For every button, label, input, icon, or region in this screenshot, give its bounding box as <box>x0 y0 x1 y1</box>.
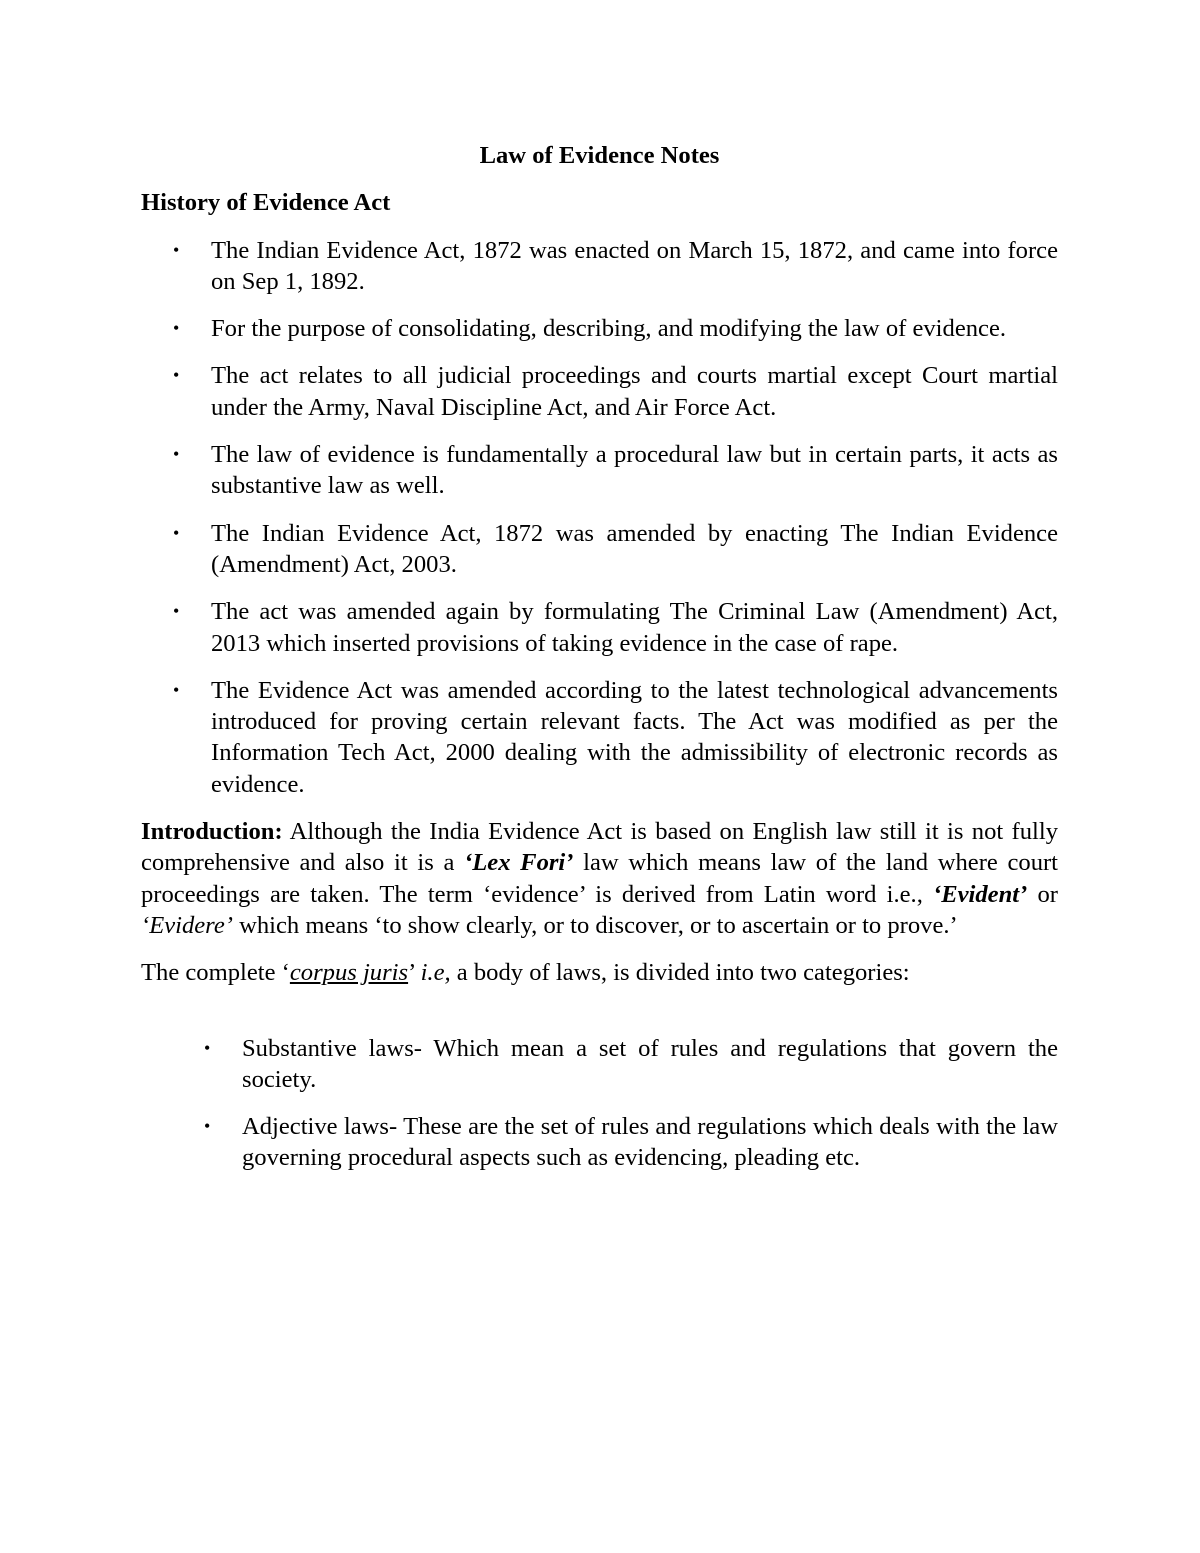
list-item <box>173 518 1058 581</box>
introduction-text: or <box>1027 880 1058 908</box>
history-bullet-list <box>141 235 1058 800</box>
ie-term: i.e, <box>420 959 451 987</box>
bullet-icon: • <box>204 1037 211 1058</box>
bullet-icon: • <box>173 601 180 622</box>
introduction-text: law which means law of the land where court proceedings are taken. The term ‘evidence’ is derived from Latin word i.e., <box>141 849 1059 908</box>
list-item <box>173 439 1058 502</box>
list-item <box>173 675 1058 800</box>
bullet-icon: • <box>204 1116 211 1137</box>
evident-term: ‘Evident’ <box>933 880 1028 908</box>
list-item <box>204 1111 1058 1174</box>
list-item <box>173 235 1058 298</box>
corpus-text: ’ <box>408 959 421 987</box>
list-item-text: The law of evidence is fundamentally a procedural law but in certain parts, it acts as substantive law as well. <box>211 441 1058 500</box>
introduction-paragraph <box>141 816 1058 941</box>
bullet-icon: • <box>173 318 180 339</box>
list-item <box>173 360 1058 423</box>
list-item-text: Adjective laws- These are the set of rules and regulations which deals with the law governing procedural aspects such as evidencing, pleading etc. <box>242 1113 1058 1172</box>
list-item-text: For the purpose of consolidating, describing, and modifying the law of evidence. <box>211 315 1007 343</box>
document-title: Law of Evidence Notes <box>479 142 720 169</box>
list-item-text: The Evidence Act was amended according to the latest technological advancements introduced for proving certain relevant facts. The Act was modified as per the Information Tech Act, 2000 dealing with the admissibility of electronic records as evidence. <box>211 676 1058 798</box>
document-page <box>141 140 1058 1190</box>
corpus-text: a body of laws, is divided into two categories: <box>450 959 910 987</box>
spacer <box>141 1005 1058 1033</box>
bullet-icon: • <box>173 444 180 465</box>
evidere-term: ‘Evidere’ <box>141 911 233 939</box>
introduction-label: Introduction: <box>141 818 283 846</box>
list-item-text: The Indian Evidence Act, 1872 was enacted on March 15, 1872, and came into force on Sep 1, 1892. <box>211 236 1058 295</box>
list-item-text: The act was amended again by formulating The Criminal Law (Amendment) Act, 2013 which inserted provisions of taking evidence in the case of rape. <box>211 598 1058 657</box>
list-item <box>173 313 1058 344</box>
list-item-text: The Indian Evidence Act, 1872 was amended by enacting The Indian Evidence (Amendment) Act, 2003. <box>211 519 1058 578</box>
list-item <box>173 596 1058 659</box>
categories-bullet-list <box>141 1033 1058 1174</box>
lex-fori-term: ‘Lex Fori’ <box>464 849 574 877</box>
list-item-text: The act relates to all judicial proceedings and courts martial except Court martial under the Army, Naval Discipline Act, and Air Force Act. <box>211 362 1058 421</box>
corpus-juris-paragraph <box>141 957 1058 988</box>
bullet-icon: • <box>173 679 180 700</box>
list-item <box>204 1033 1058 1096</box>
introduction-text: Although the India Evidence Act is based on English law still it is not fully comprehensive and also it is a <box>141 818 1058 877</box>
introduction-text: which means ‘to show clearly, or to discover, or to ascertain or to prove.’ <box>232 911 958 939</box>
corpus-text: The complete ‘ <box>141 959 290 987</box>
corpus-juris-term: corpus juris <box>289 959 409 987</box>
bullet-icon: • <box>173 365 180 386</box>
history-heading: History of Evidence Act <box>141 189 391 217</box>
list-item-text: Substantive laws- Which mean a set of rules and regulations that govern the society. <box>242 1034 1058 1093</box>
bullet-icon: • <box>173 239 180 260</box>
bullet-icon: • <box>173 522 180 543</box>
